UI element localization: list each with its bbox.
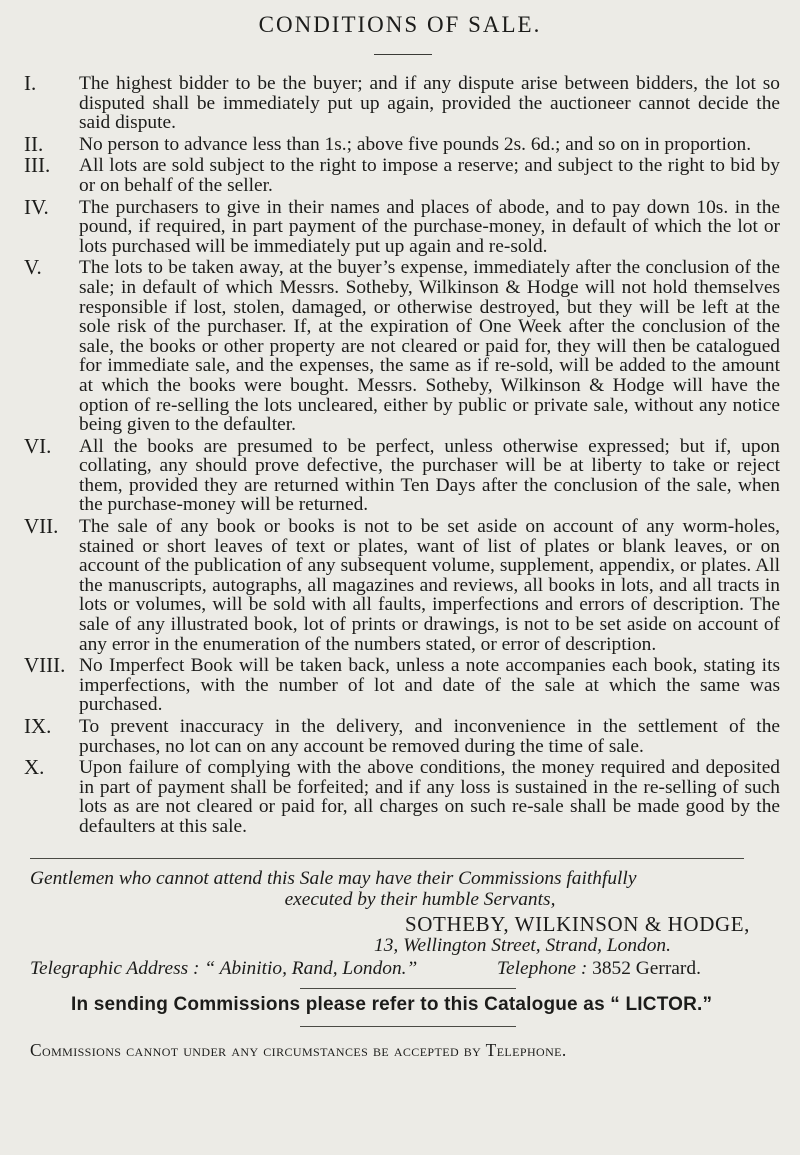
condition-item <box>24 433 780 516</box>
firm-address: 13, Wellington Street, Strand, London. <box>374 935 671 956</box>
condition-item <box>24 71 780 134</box>
condition-number: VIII. <box>24 653 66 678</box>
telephone-number: 3852 Gerrard. <box>592 958 701 979</box>
condition-item <box>24 514 780 655</box>
commissions-line: executed by their humble Servants, <box>284 889 556 910</box>
condition-text: The lots to be taken away, at the buyer’s expense, immediately after the conclusion of the sale; in default of which Messrs. Sotheby, Wilkinson & Hodge will not hold themselves responsible if lost, stolen, damaged, or otherwise destroyed, but they will be left at the sole risk of the purchaser. If, at the expiration of One Week after the conclusion of the sale, the books or other property are not cleared or paid for, they will then be catalogued for immediate sale, and the expenses, the same as if re-sold, will be added to the amount at which the books were bought. Messrs. Sotheby, Wilkinson & Hodge will have the option of re-selling the lots uncleared, either by public or private sale, without any notice being given to the defaulter. <box>79 257 780 436</box>
condition-number: IV. <box>24 194 49 219</box>
condition-text: The sale of any book or books is not to be set aside on account of any worm-holes, stained or short leaves of text or plates, want of list of plates or blank leaves, or on account of the publication of any subsequent volume, supplement, appendix, or plates. All the manuscripts, autographs, all magazines and reviews, all books in lots, and all tracts in lots or volumes, will be sold with all faults, imperfections and errors of description. The sale of any illustrated book, lot of prints or drawings, is not to be set aside on account of any error in the enumeration of the numbers stated, or error of description. <box>79 516 780 655</box>
condition-item <box>24 131 780 156</box>
condition-number: VI. <box>24 433 52 458</box>
condition-text: Upon failure of complying with the above conditions, the money required and deposited in part of payment shall be forfeited; and if any loss is sustained in the re-selling of such lots as are not cleared or paid for, all charges on such re-sale shall be made good by the defaulters at this sale. <box>79 757 780 837</box>
condition-number: X. <box>24 755 45 780</box>
condition-text: All lots are sold subject to the right to impose a reserve; and subject to the right to bid by or on behalf of the seller. <box>79 155 780 196</box>
commissions-line: Gentlemen who cannot attend this Sale may have their Commissions faithfully <box>30 868 637 889</box>
condition-text: All the books are presumed to be perfect, unless otherwise expressed; but if, upon collating, any should prove defective, the purchaser will be at liberty to take or reject them, provided they are returned within Ten Days after the conclusion of the sale, when the purchase-money will be returned. <box>79 435 780 516</box>
condition-number: I. <box>24 71 37 95</box>
condition-item <box>24 714 780 757</box>
commissions-note <box>30 868 770 910</box>
telephone-info <box>497 958 701 980</box>
short-divider <box>300 1026 516 1027</box>
condition-text: The purchasers to give in their names and places of abode, and to pay down 10s. in the pound, if required, in part payment of the purchase-money, in default of which the lot or lots purchased will be immediately put up again and re-sold. <box>79 196 780 257</box>
firm-name: SOTHEBY, WILKINSON & HODGE, <box>405 912 751 936</box>
condition-number: VII. <box>24 514 59 539</box>
condition-item <box>24 255 780 436</box>
catalogue-reference-note: In sending Commissions please refer to this Catalogue as “ LICTOR.” <box>71 994 713 1015</box>
condition-item <box>24 653 780 716</box>
condition-text: No person to advance less than 1s.; above five pounds 2s. 6d.; and so on in proportion. <box>79 133 752 155</box>
title-underline <box>374 54 432 55</box>
condition-item <box>24 153 780 196</box>
condition-item <box>24 755 780 837</box>
section-divider <box>30 858 744 859</box>
condition-text: The highest bidder to be the buyer; and if any dispute arise between bidders, the lot so disputed shall be immediately put up again, provided the auctioneer cannot decide the said dispute. <box>79 73 780 134</box>
page-title: CONDITIONS OF SALE. <box>258 12 542 37</box>
condition-text: To prevent inaccuracy in the delivery, and inconvenience in the settlement of the purchases, no lot can on any account be removed during the time of sale. <box>79 716 780 757</box>
condition-number: III. <box>24 153 51 178</box>
short-divider <box>300 988 516 989</box>
condition-number: IX. <box>24 714 52 738</box>
condition-item <box>24 194 780 257</box>
condition-number: II. <box>24 131 44 156</box>
telephone-label: Telephone : <box>497 958 588 979</box>
condition-text: No Imperfect Book will be taken back, unless a note accompanies each book, stating its imperfections, with the number of lot and date of the sale at which the same was purchased. <box>79 655 780 716</box>
telephone-commissions-note: Commissions cannot under any circumstances be accepted by Telephone. <box>30 1040 567 1060</box>
condition-number: V. <box>24 255 42 280</box>
telegraphic-address: Telegraphic Address : “ Abinitio, Rand, London.” <box>30 958 418 979</box>
conditions-list <box>24 71 780 839</box>
